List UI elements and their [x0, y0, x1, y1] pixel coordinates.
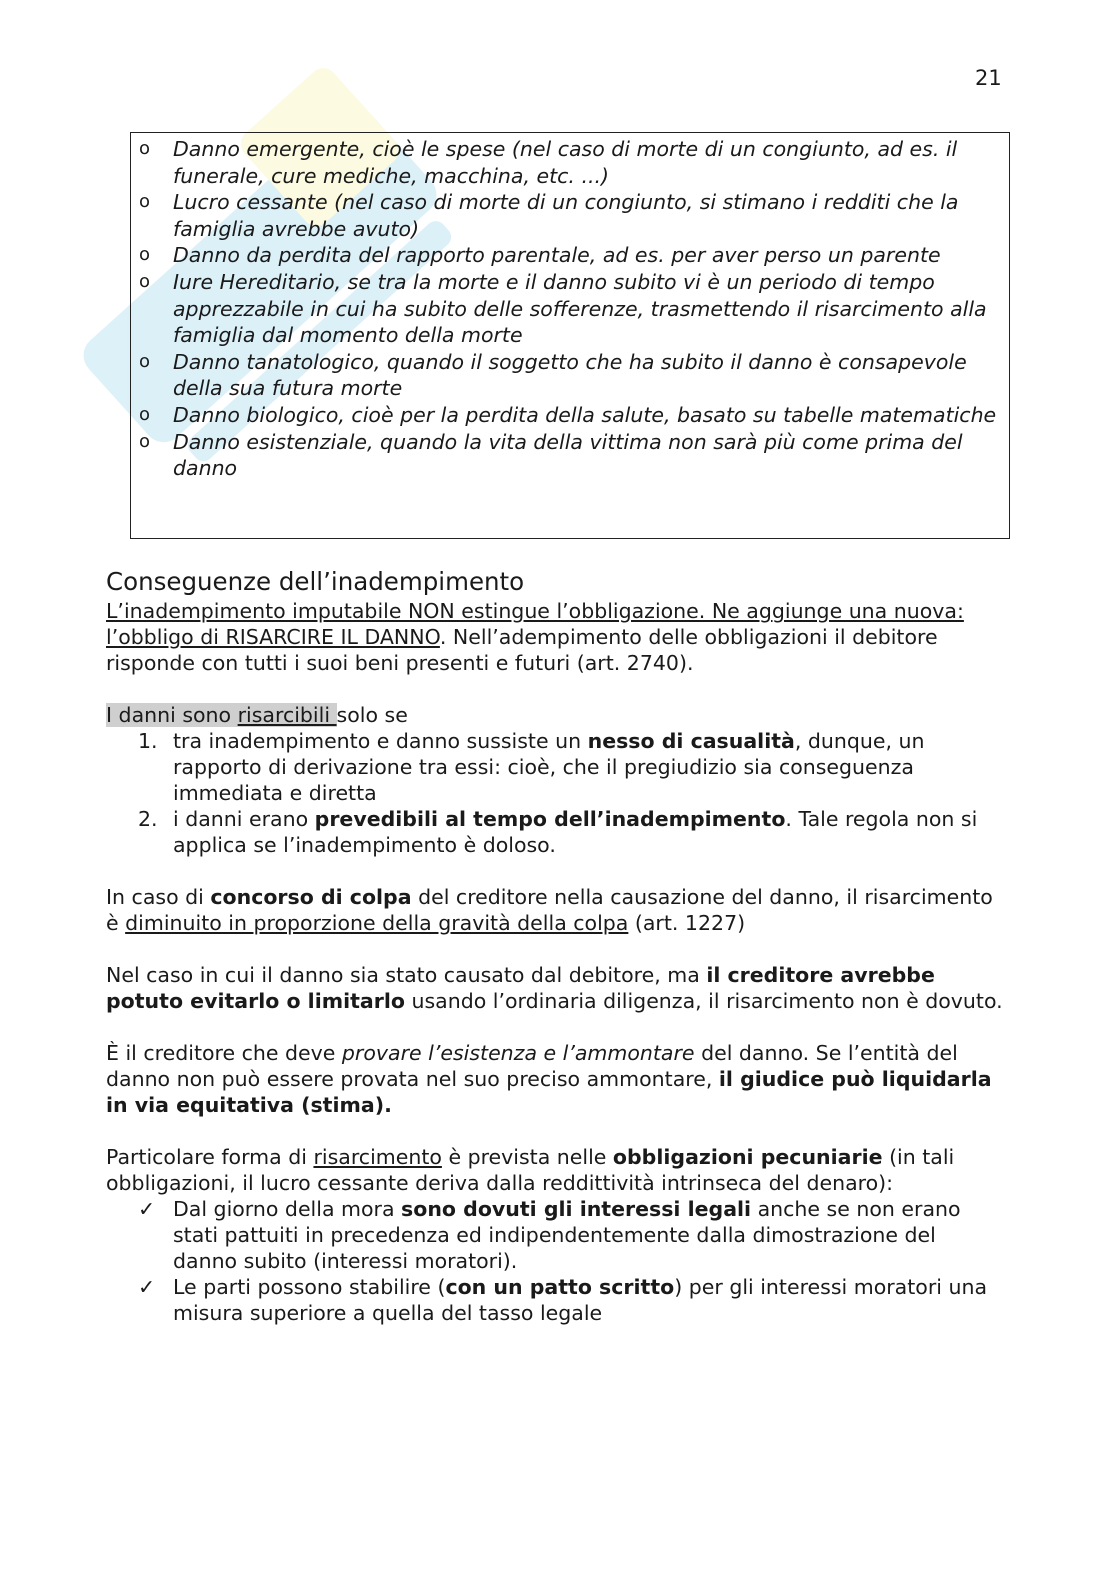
- paragraph-prova-danno: È il creditore che deve provare l’esistenza e l’ammontare del danno. Se l’entità del danno non può essere provata nel suo preciso ammontare, il giudice può liquidarla in via equitativa (stima).: [106, 1041, 992, 1117]
- bullet-marker: o: [139, 430, 151, 452]
- highlighted-text: I danni sono risarcibili: [106, 703, 337, 727]
- list-item: 2. i danni erano prevedibili al tempo dell’inadempimento. Tale regola non si applica se l’inadempimento è doloso.: [138, 807, 978, 857]
- main-content: [106, 566, 1006, 1326]
- paragraph-obbligazioni-pecuniarie: Particolare forma di risarcimento è prevista nelle obbligazioni pecuniarie (in tali obbligazioni, il lucro cessante deriva dalla reddittività intrinseca del denaro):: [106, 1145, 955, 1195]
- list-item: 1. tra inadempimento e danno sussiste un nesso di casualità, dunque, un rapporto di derivazione tra essi: cioè, che il pregiudizio sia conseguenza immediata e diretta: [138, 729, 925, 805]
- bullet-marker: o: [139, 270, 151, 292]
- checkmark-icon: ✓: [138, 1197, 156, 1221]
- damage-item: o Lucro cessante (nel caso di morte di un congiunto, si stimano i redditi che la famiglia avrebbe avuto): [139, 190, 959, 241]
- paragraph-diligenza: Nel caso in cui il danno sia stato causato dal debitore, ma il creditore avrebbe potuto evitarlo o limitarlo usando l’ordinaria diligenza, il risarcimento non è dovuto.: [106, 963, 1003, 1013]
- conditions-list: [106, 728, 1006, 858]
- damage-item: o Iure Hereditario, se tra la morte e il danno subito vi è un periodo di tempo apprezzabile in cui ha subito delle sofferenze, trasmettendo il risarcimento alla famiglia dal momento della morte: [139, 269, 987, 348]
- checkmark-icon: ✓: [138, 1275, 156, 1299]
- damage-item: o Danno emergente, cioè le spese (nel caso di morte di un congiunto, ad es. il funerale, cure mediche, macchina, etc. ...): [139, 137, 958, 188]
- damage-item: o Danno biologico, cioè per la perdita della salute, basato su tabelle matematiche: [139, 402, 997, 427]
- page-number: 21: [975, 66, 1002, 90]
- list-item: ✓ Dal giorno della mora sono dovuti gli interessi legali anche se non erano stati pattuiti in precedenza ed indipendentemente dalla dimostrazione del danno subito (interessi moratori).: [138, 1197, 961, 1273]
- section-title: Conseguenze dell’inadempimento: [106, 567, 525, 596]
- paragraph-risarcibili: I danni sono risarcibili solo se: [106, 703, 408, 727]
- damage-types-box: [130, 132, 1010, 539]
- interest-checklist: [106, 1196, 1006, 1326]
- damage-item: o Danno da perdita del rapporto parentale, ad es. per aver perso un parente: [139, 243, 941, 268]
- list-item: ✓ Le parti possono stabilire (con un patto scritto) per gli interessi moratori una misura superiore a quella del tasso legale: [138, 1275, 988, 1325]
- bullet-marker: o: [139, 403, 151, 425]
- damage-item: o Danno esistenziale, quando la vita della vittima non sarà più come prima del danno: [139, 429, 963, 481]
- bullet-marker: o: [139, 244, 151, 266]
- bullet-marker: o: [139, 191, 151, 213]
- bullet-marker: o: [139, 350, 151, 372]
- bullet-marker: o: [139, 138, 151, 159]
- paragraph-inadempimento: L’inadempimento imputabile NON estingue l’obbligazione. Ne aggiunge una nuova: l’obbligo di RISARCIRE IL DANNO. Nell’adempimento delle obbligazioni il debitore risponde con tutti i suoi beni presenti e futuri (art. 2740).: [106, 599, 964, 675]
- paragraph-concorso-colpa: In caso di concorso di colpa del creditore nella causazione del danno, il risarcimento è diminuito in proporzione della gravità della colpa (art. 1227): [106, 885, 993, 935]
- damage-item: o Danno tanatologico, quando il soggetto che ha subito il danno è consapevole della sua futura morte: [139, 349, 967, 401]
